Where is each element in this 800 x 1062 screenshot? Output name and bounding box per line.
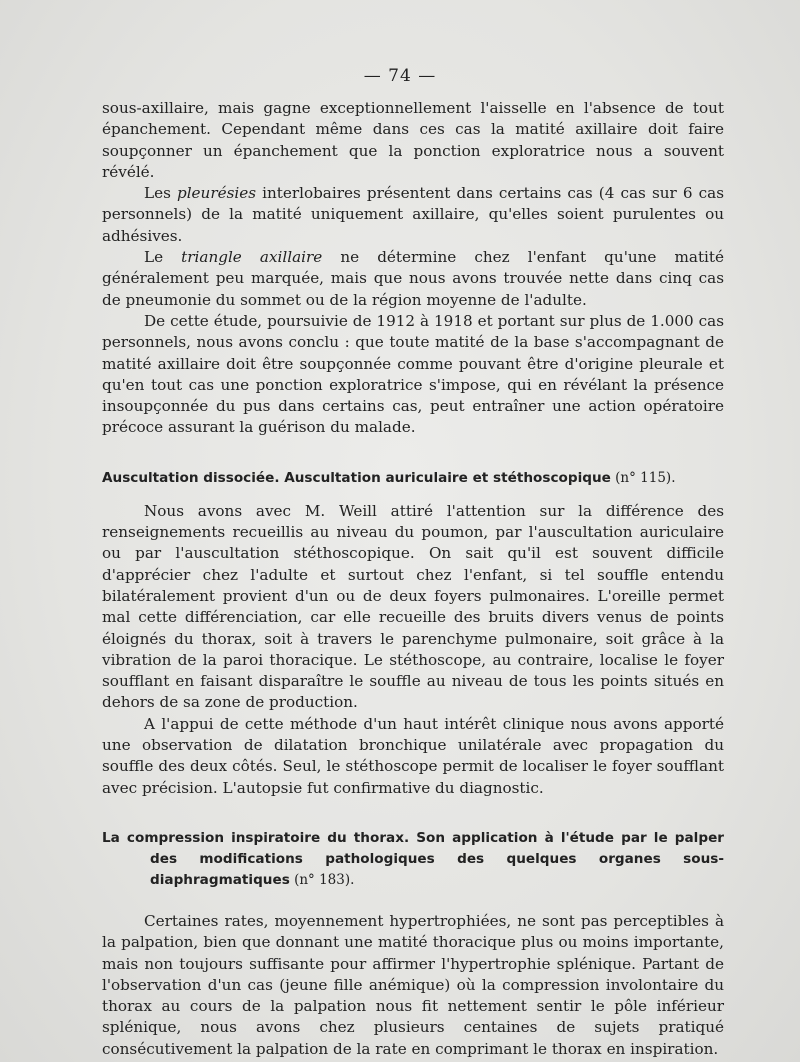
paragraph bbox=[102, 311, 724, 439]
intro-paragraphs bbox=[102, 98, 724, 439]
text-run: sous-axillaire, mais gagne exceptionnellement l'aisselle en l'absence de tout épanchement. Cependant même dans ces cas la matité axillaire doit faire soupçonner un épanchement que la ponction exploratrice nous a souvent révélé. bbox=[102, 99, 724, 181]
section-heading-auscultation bbox=[102, 468, 724, 489]
paragraph bbox=[102, 98, 724, 183]
text-run: interlobaires présentent dans certains cas (4 cas sur 6 cas personnels) de la matité uniquement axillaire, qu'elles soient purulentes ou adhésives. bbox=[102, 184, 724, 245]
text-run: Les bbox=[144, 184, 177, 203]
section-reference: (n° 115). bbox=[610, 469, 676, 486]
italic-term: triangle axillaire bbox=[181, 248, 323, 267]
paragraph bbox=[102, 247, 724, 311]
section-heading-text: Auscultation dissociée. Auscultation auriculaire et stéthoscopique bbox=[102, 469, 611, 486]
paragraph bbox=[102, 183, 724, 247]
text-run: ne détermine chez l'enfant qu'une matité généralement peu marquée, mais que nous avons trouvée nette dans cinq cas de pneumonie du sommet ou de la région moyenne de l'adulte. bbox=[102, 248, 725, 309]
paragraph: Nous avons avec M. Weill attiré l'attention sur la différence des renseignements recueillis au niveau du poumon, par l'auscultation auriculaire ou par l'auscultation stéthoscopique. On sait qu'il est souvent difficile d'apprécier chez l'adulte et surtout chez l'enfant, si tel souffle entendu bilatéralement provient d'un ou de deux foyers pulmonaires. L'oreille permet mal cette différenciation, car elle recueille des bruits divers venus de points éloignés du thorax, soit à travers le parenchyme pulmonaire, soit grâce à la vibration de la paroi thoracique. Le stéthoscope, au contraire, localise le foyer soufflant en faisant disparaître le souffle au niveau de tous les points situés en dehors de sa zone de production. bbox=[102, 501, 724, 712]
section-reference: (n° 183). bbox=[289, 871, 355, 888]
section-heading-text: La compression inspiratoire du thorax. Son application à l'étude par le palper des modifications pathologiques des quelques organes sous-diaphragmatiques bbox=[102, 829, 724, 888]
text-run: De cette étude, poursuivie de 1912 à 1918 et portant sur plus de 1.000 cas personnels, nous avons conclu : que toute matité de la base s'accompagnant de matité axillaire doit être soupçonnée comme pouvant être d'origine pleurale et qu'en tout cas une ponction exploratrice s'impose, qui en révélant la présence insoupçonnée du pus dans certains cas, peut entraîner une action opératoire précoce assurant la guérison du malade. bbox=[102, 311, 724, 437]
section-heading-compression bbox=[102, 828, 724, 891]
text-run: Le bbox=[144, 248, 182, 267]
paragraph: Certaines rates, moyennement hypertrophiées, ne sont pas perceptibles à la palpation, bien que donnant une matité thoracique plus ou moins importante, mais non toujours suffisante pour affirmer l'hypertrophie splénique. Partant de l'observation d'un cas (jeune fille anémique) où la compression involontaire du thorax au cours de la palpation nous fit nettement sentir le pôle inférieur splénique, nous avons chez plusieurs centaines de sujets pratiqué consécutivement la palpation de la rate en comprimant le thorax en inspiration. bbox=[102, 911, 724, 1058]
italic-term: pleurésies bbox=[176, 184, 256, 203]
page-number: — 74 — bbox=[363, 66, 437, 86]
paragraph: A l'appui de cette méthode d'un haut intérêt clinique nous avons apporté une observation de dilatation bronchique unilatérale avec propagation du souffle des deux côtés. Seul, le stéthoscope permit de localiser le foyer soufflant avec précision. L'autopsie fut confirmative du diagnostic. bbox=[102, 714, 724, 797]
page-content bbox=[102, 98, 724, 1060]
